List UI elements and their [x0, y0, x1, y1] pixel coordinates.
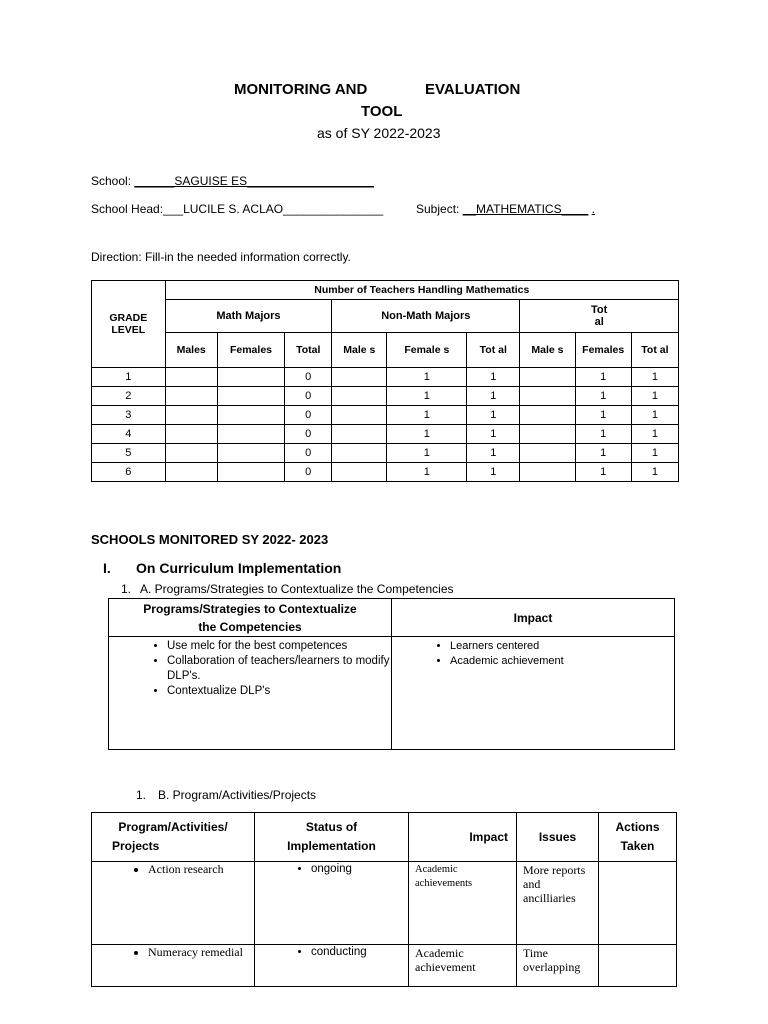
count-cell	[520, 368, 575, 387]
count-cell	[165, 463, 217, 482]
count-cell: 1	[467, 368, 520, 387]
strategies-cell	[109, 637, 392, 750]
total-group-header	[520, 300, 679, 333]
direction-text: Direction: Fill-in the needed information correctly.	[91, 250, 351, 264]
curriculum-table	[108, 598, 675, 750]
count-cell	[332, 387, 387, 406]
table-row	[92, 406, 679, 425]
project-actions-cell	[599, 862, 677, 945]
count-cell: 1	[467, 444, 520, 463]
list-item: • Contextualize DLP's	[167, 684, 391, 699]
math-majors-header: Math Majors	[165, 300, 332, 333]
subject-value: __MATHEMATICS____	[462, 202, 589, 216]
count-cell: 1	[467, 425, 520, 444]
table-row	[92, 444, 679, 463]
strategies-header	[109, 599, 392, 637]
head-value: ___LUCILE S. ACLAO_______________	[163, 202, 384, 216]
count-cell: 0	[285, 463, 332, 482]
project-impact-text: Academic achievements	[415, 864, 473, 889]
table-row	[92, 945, 677, 987]
project-impact-text: Academic achievement	[415, 946, 476, 974]
bullet-list	[255, 945, 408, 960]
count-cell: 1	[575, 444, 631, 463]
status-header	[255, 813, 409, 862]
table-row	[92, 387, 679, 406]
school-value: ______SAGUISE ES___________________	[134, 174, 374, 188]
subject-field	[416, 202, 595, 216]
count-cell: 1	[631, 406, 678, 425]
project-issues-text: Time overlapping	[523, 946, 581, 974]
count-cell	[520, 425, 575, 444]
actions-header-b: Taken	[620, 839, 655, 853]
count-cell	[217, 406, 284, 425]
count-cell: 1	[467, 406, 520, 425]
table-row	[92, 425, 679, 444]
count-cell: 1	[575, 425, 631, 444]
sub-header: Tot al	[631, 333, 678, 368]
title-line1-a: MONITORING AND	[234, 81, 368, 98]
count-cell	[332, 444, 387, 463]
count-cell	[217, 368, 284, 387]
count-cell: 1	[387, 387, 467, 406]
project-status-cell	[255, 862, 409, 945]
list-item: • conducting	[311, 945, 408, 960]
list-item: • Numeracy remedial	[148, 945, 254, 959]
count-cell	[520, 444, 575, 463]
count-cell: 1	[631, 463, 678, 482]
count-cell: 1	[575, 463, 631, 482]
sub-header: Males	[165, 333, 217, 368]
count-cell: 1	[387, 406, 467, 425]
list-item: • Collaboration of teachers/learners to modify DLP's.	[167, 654, 391, 684]
teachers-main-header: Number of Teachers Handling Mathematics	[165, 281, 678, 300]
sub-b-number: 1.	[136, 788, 147, 802]
count-cell	[165, 387, 217, 406]
grade-level-header: GRADE LEVEL	[92, 281, 166, 368]
project-issues-cell	[517, 945, 599, 987]
total-group-header-a: Tot	[591, 304, 608, 316]
curriculum-heading: On Curriculum Implementation	[136, 560, 342, 576]
strategy-list	[109, 639, 391, 699]
sub-header: Tot al	[467, 333, 520, 368]
bullet-list	[255, 862, 408, 877]
grade-level-cell: 6	[92, 463, 166, 482]
teachers-table	[91, 280, 679, 482]
count-cell: 1	[575, 387, 631, 406]
non-math-majors-header: Non-Math Majors	[332, 300, 520, 333]
school-field	[91, 174, 374, 188]
sub-header: Females	[217, 333, 284, 368]
count-cell: 0	[285, 387, 332, 406]
count-cell	[332, 463, 387, 482]
school-head-field	[91, 202, 383, 216]
project-actions-text	[599, 945, 676, 947]
impact-list	[392, 639, 674, 669]
project-issues-text: More reports and ancilliaries	[523, 863, 586, 905]
count-cell: 1	[631, 425, 678, 444]
count-cell: 1	[387, 444, 467, 463]
count-cell	[520, 406, 575, 425]
subject-label: Subject:	[416, 202, 460, 216]
count-cell: 1	[387, 425, 467, 444]
sub-header: Male s	[520, 333, 575, 368]
count-cell: 0	[285, 368, 332, 387]
count-cell: 1	[575, 368, 631, 387]
count-cell	[217, 463, 284, 482]
project-program-cell	[92, 945, 255, 987]
count-cell	[332, 406, 387, 425]
school-label: School:	[91, 174, 132, 188]
title-line2: TOOL	[361, 103, 403, 120]
count-cell: 1	[467, 387, 520, 406]
list-item: • ongoing	[311, 862, 408, 877]
project-impact-cell	[409, 862, 517, 945]
count-cell: 1	[631, 387, 678, 406]
list-item: • Learners centered	[450, 639, 674, 654]
sub-header: Total	[285, 333, 332, 368]
table-row	[92, 463, 679, 482]
program-header-b: Projects	[112, 839, 160, 853]
project-issues-cell	[517, 862, 599, 945]
subtitle: as of SY 2022-2023	[317, 125, 441, 141]
project-program-cell	[92, 862, 255, 945]
list-item: • Academic achievement	[450, 654, 674, 669]
count-cell: 1	[387, 368, 467, 387]
count-cell	[332, 368, 387, 387]
bullet-list	[92, 945, 254, 959]
issues-header: Issues	[517, 813, 599, 862]
sub-header: Female s	[387, 333, 467, 368]
count-cell	[165, 368, 217, 387]
status-header-b: Implementation	[287, 839, 376, 853]
count-cell	[217, 425, 284, 444]
schools-monitored-heading: SCHOOLS MONITORED SY 2022- 2023	[91, 532, 329, 547]
grade-level-cell: 1	[92, 368, 166, 387]
program-header	[92, 813, 255, 862]
count-cell	[520, 387, 575, 406]
project-impact-cell	[409, 945, 517, 987]
title-line1-b: EVALUATION	[425, 81, 521, 98]
sub-a-number: 1.	[121, 582, 132, 596]
program-header-a: Program/Activities/	[118, 820, 228, 834]
count-cell	[165, 444, 217, 463]
count-cell: 1	[467, 463, 520, 482]
grade-level-cell: 2	[92, 387, 166, 406]
project-status-cell	[255, 945, 409, 987]
count-cell: 0	[285, 444, 332, 463]
sub-a-heading: A. Programs/Strategies to Contextualize the Competencies	[140, 582, 454, 596]
table-row	[92, 862, 677, 945]
sub-b-heading: B. Program/Activities/Projects	[158, 788, 317, 802]
impacts-cell	[392, 637, 675, 750]
grade-level-cell: 3	[92, 406, 166, 425]
head-label: School Head:	[91, 202, 164, 216]
list-item: • Use melc for the best competences	[167, 639, 391, 654]
project-actions-cell	[599, 945, 677, 987]
project-impact-header: Impact	[409, 813, 517, 862]
count-cell: 1	[631, 368, 678, 387]
bullet-list	[92, 862, 254, 876]
status-header-a: Status of	[305, 820, 358, 834]
strategies-header-b: the Competencies	[198, 619, 302, 634]
table-row	[92, 368, 679, 387]
subject-tail: .	[591, 202, 595, 216]
grade-level-cell: 5	[92, 444, 166, 463]
list-item: • Action research	[148, 862, 254, 876]
count-cell	[165, 425, 217, 444]
sub-header: Male s	[332, 333, 387, 368]
count-cell: 1	[631, 444, 678, 463]
count-cell	[332, 425, 387, 444]
projects-table	[91, 812, 677, 987]
count-cell: 1	[387, 463, 467, 482]
actions-header	[599, 813, 677, 862]
count-cell	[520, 463, 575, 482]
strategies-header-a: Programs/Strategies to Contextualize	[143, 601, 357, 616]
count-cell: 0	[285, 406, 332, 425]
actions-header-a: Actions	[615, 820, 660, 834]
count-cell: 1	[575, 406, 631, 425]
count-cell	[217, 387, 284, 406]
project-actions-text	[599, 862, 676, 864]
sub-header: Females	[575, 333, 631, 368]
total-group-header-b: al	[594, 316, 604, 328]
count-cell: 0	[285, 425, 332, 444]
count-cell	[217, 444, 284, 463]
impact-header: Impact	[392, 599, 675, 637]
roman-numeral: I.	[103, 560, 111, 576]
grade-level-cell: 4	[92, 425, 166, 444]
count-cell	[165, 406, 217, 425]
